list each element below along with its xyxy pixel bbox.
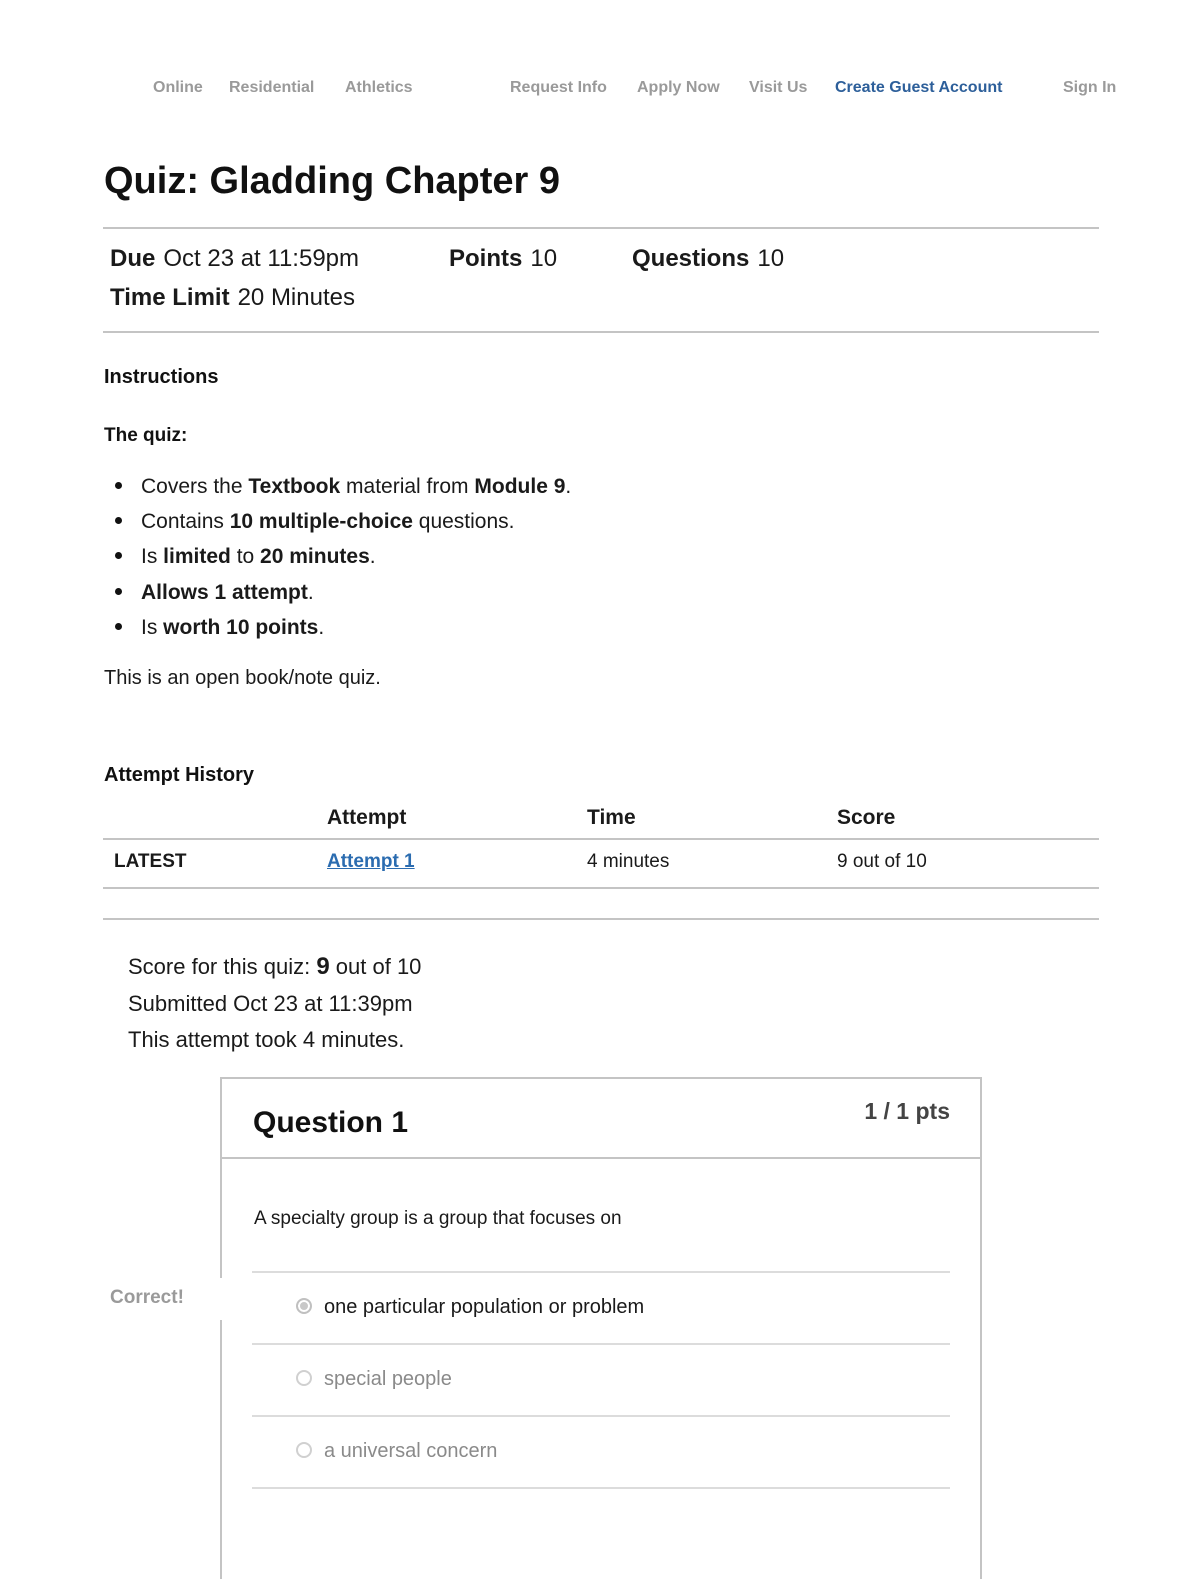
- meta-divider: [103, 331, 1099, 333]
- submitted-text: Submitted Oct 23 at 11:39pm: [128, 991, 413, 1016]
- answer-divider: [252, 1343, 950, 1345]
- attempt-history-heading: Attempt History: [104, 764, 255, 786]
- questions-value: 10: [757, 245, 785, 272]
- radio-unselected-icon[interactable]: [296, 1370, 312, 1386]
- bullet-dot: [115, 517, 122, 524]
- latest-label: LATEST: [114, 851, 187, 872]
- question-card: [220, 1077, 982, 1579]
- table-header-divider: [103, 838, 1099, 840]
- answer-option[interactable]: special people: [296, 1368, 452, 1391]
- time-limit-value: 20 Minutes: [237, 284, 355, 311]
- time-limit-label: Time Limit: [110, 284, 230, 311]
- column-header-attempt: Attempt: [327, 806, 407, 829]
- answer-option-selected[interactable]: one particular population or problem: [296, 1296, 644, 1319]
- points-field: [449, 245, 557, 273]
- bullet-dot: [115, 552, 122, 559]
- nav-residential-link[interactable]: Residential: [229, 79, 315, 96]
- question-points: 1 / 1 pts: [864, 1098, 950, 1124]
- section-divider: [103, 918, 1099, 920]
- answer-divider: [252, 1271, 950, 1273]
- question-title: Question 1: [253, 1106, 409, 1139]
- nav-request-info-link[interactable]: Request Info: [510, 79, 607, 96]
- instructions-intro: The quiz:: [104, 425, 188, 446]
- instruction-bullet: Is limited to 20 minutes.: [112, 545, 1012, 569]
- nav-create-guest-account-link[interactable]: Create Guest Account: [835, 79, 1003, 96]
- answer-option[interactable]: a universal concern: [296, 1440, 497, 1463]
- nav-apply-now-link[interactable]: Apply Now: [637, 79, 720, 96]
- bullet-dot: [115, 623, 122, 630]
- instructions-note: This is an open book/note quiz.: [104, 667, 381, 689]
- questions-field: [632, 245, 784, 273]
- radio-selected-icon[interactable]: [296, 1298, 312, 1314]
- due-label: Due: [110, 245, 156, 272]
- page-title: Quiz: Gladding Chapter 9: [104, 160, 561, 202]
- table-row-divider: [103, 887, 1099, 889]
- time-cell: 4 minutes: [587, 851, 670, 872]
- column-header-score: Score: [837, 806, 896, 829]
- attempt-1-link[interactable]: Attempt 1: [327, 851, 415, 872]
- nav-sign-in-link[interactable]: Sign In: [1063, 79, 1117, 96]
- points-value: 10: [530, 245, 558, 272]
- answer-divider: [252, 1487, 950, 1489]
- border-gap: [216, 1278, 226, 1320]
- bullet-dot: [115, 482, 122, 489]
- instruction-bullet: Allows 1 attempt.: [112, 581, 1012, 605]
- correct-answer-flag: Correct!: [110, 1287, 184, 1308]
- score-cell: 9 out of 10: [837, 851, 927, 872]
- instructions-heading: Instructions: [104, 366, 219, 388]
- attempt-cell: [327, 851, 415, 873]
- question-header: [222, 1079, 980, 1159]
- bullet-dot: [115, 588, 122, 595]
- answer-divider: [252, 1415, 950, 1417]
- time-limit-field: [110, 284, 355, 312]
- questions-label: Questions: [632, 245, 750, 272]
- points-label: Points: [449, 245, 523, 272]
- due-value: Oct 23 at 11:59pm: [163, 245, 360, 272]
- nav-visit-us-link[interactable]: Visit Us: [749, 79, 808, 96]
- instruction-bullet: Contains 10 multiple-choice questions.: [112, 510, 1012, 534]
- due-field: [110, 245, 359, 273]
- score-summary: Score for this quiz: 9 out of 10: [128, 953, 422, 980]
- attempt-duration-text: This attempt took 4 minutes.: [128, 1027, 405, 1052]
- score-value: 9: [316, 953, 330, 980]
- instruction-bullet: Covers the Textbook material from Module 9.: [112, 475, 1012, 499]
- radio-unselected-icon[interactable]: [296, 1442, 312, 1458]
- title-divider: [103, 227, 1099, 229]
- nav-online-link[interactable]: Online: [153, 79, 203, 96]
- nav-athletics-link[interactable]: Athletics: [345, 79, 413, 96]
- question-text: A specialty group is a group that focuses on: [254, 1208, 622, 1229]
- column-header-time: Time: [587, 806, 636, 829]
- instruction-bullet: Is worth 10 points.: [112, 616, 1012, 640]
